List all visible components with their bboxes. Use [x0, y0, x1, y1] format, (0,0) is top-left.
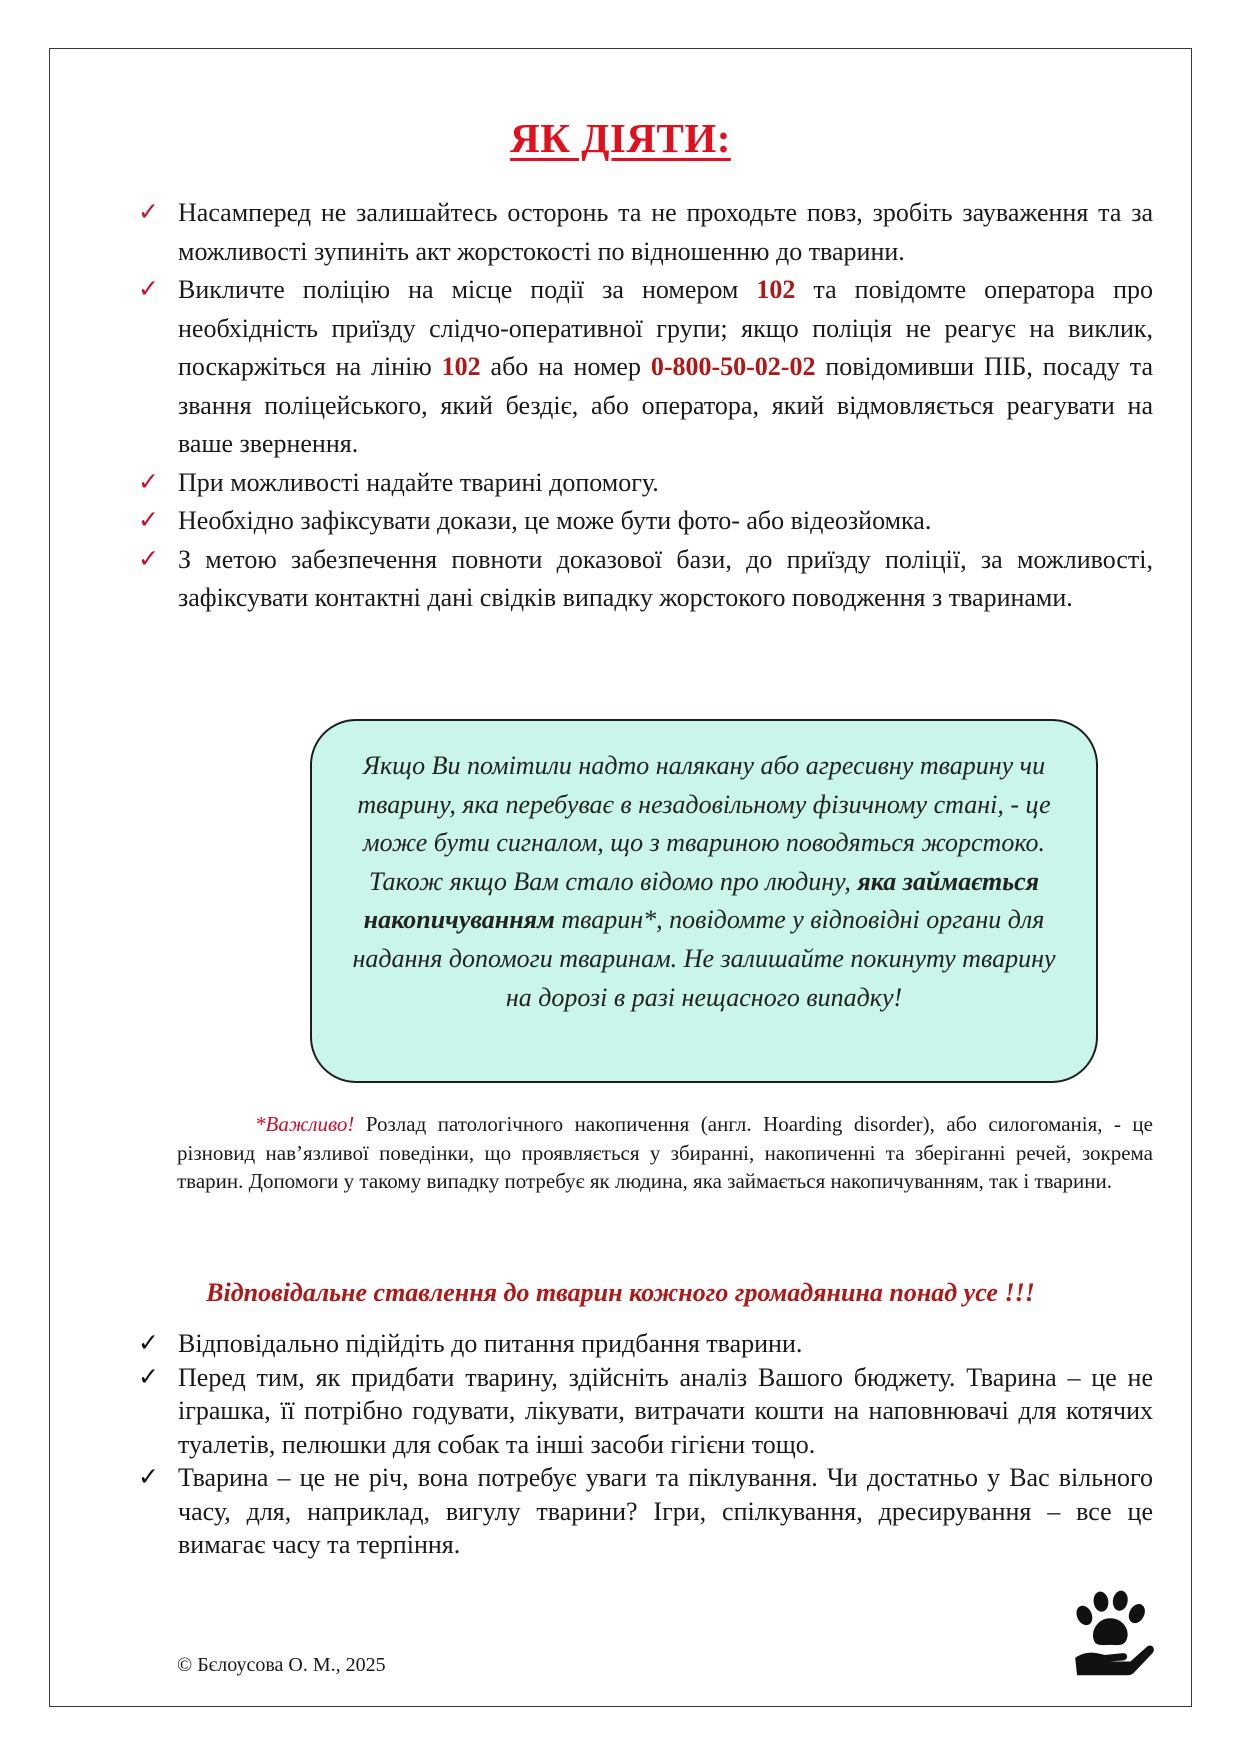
responsibility-item: [138, 1361, 1153, 1462]
copyright: © Бєлоусова О. М., 2025: [177, 1654, 386, 1676]
action-text: Викличте поліцію на місце події за номером: [178, 275, 757, 304]
action-list: [138, 194, 1153, 618]
action-text: При можливості надайте тварині допомогу.: [178, 467, 659, 497]
action-item: [138, 194, 1153, 271]
info-text-1: Якщо Ви помітили надто налякану або агресивну тварину чи тварину, яка перебуває в незадовільному фізичному стані, - це може бути сигналом, що з твариною поводяться жорстоко. Також якщо Вам стало відомо про людину,: [357, 751, 1051, 896]
check-icon: ✓: [138, 507, 159, 534]
action-text: або на номер: [480, 352, 651, 381]
info-text-2: тварин*, повідомте у відповідні органи для надання допомоги тваринам. Не залишайте покинуту тварину на дорозі в разі нещасного випадку!: [352, 905, 1056, 1012]
action-item: [138, 464, 1153, 503]
check-icon: ✓: [138, 276, 159, 303]
slogan: Відповідальне ставлення до тварин кожного громадянина понад усе !!!: [206, 1278, 1035, 1307]
important-text: Розлад патологічного накопичення (англ. Hoarding disorder), або силогоманія, - це різновид нав’язливої поведінки, що проявляється у збиранні, накопиченні та зберіганні речей, зокрема тварин. Допомоги у такому випадку потребує як людина, яка займається накопичуванням, так і тварини.: [177, 1112, 1153, 1193]
check-icon: ✓: [138, 199, 159, 226]
responsibility-list: [138, 1327, 1153, 1562]
responsibility-text: Перед тим, як придбати тварину, здійсніть аналіз Вашого бюджету. Тварина – це не іграшка, її потрібно годувати, лікувати, витрачати кошти на наповнювачі для котячих туалетів, пелюшки для собак та інші засоби гігієни тощо.: [178, 1362, 1153, 1459]
phone-number: 102: [441, 352, 481, 381]
paw-in-hand-icon: [1066, 1586, 1158, 1678]
page-title: ЯК ДІЯТИ:: [510, 115, 731, 161]
action-text: З метою забезпечення повноти доказової бази, до приїзду поліції, за можливості, зафіксувати контактні дані свідків випадку жорстокого поводження з тваринами.: [178, 544, 1153, 612]
info-box: [310, 719, 1098, 1083]
important-label: *Важливо!: [255, 1112, 355, 1136]
check-icon: ✓: [138, 1330, 159, 1357]
action-text: Необхідно зафіксувати докази, це може бути фото- або відеозйомка.: [178, 506, 932, 535]
action-text: повідомивши ПІБ, посаду та звання поліцейського, який бездіє, або оператора, який відмовляється реагувати на ваше звернення.: [178, 352, 1153, 458]
responsibility-item: [138, 1327, 1153, 1361]
check-icon: ✓: [138, 545, 159, 573]
check-icon: ✓: [138, 1363, 159, 1391]
action-text: та повідомте оператора про необхідність приїзду слідчо-оперативної групи; якщо поліція не реагує на виклик, поскаржіться на лінію: [178, 275, 1153, 381]
action-item: [138, 502, 1153, 541]
check-icon: ✓: [138, 1464, 159, 1491]
responsibility-item: [138, 1461, 1153, 1562]
responsibility-text: Тварина – це не річ, вона потребує уваги та піклування. Чи достатньо у Вас вільного часу, для, наприклад, вигулу тварини? Ігри, спілкування, дресирування – все це вимагає часу та терпіння.: [178, 1463, 1153, 1559]
phone-number: 0-800-50-02-02: [650, 352, 816, 381]
phone-number: 102: [756, 275, 796, 304]
info-text-bold: яка займається накопичуванням: [363, 866, 1040, 935]
action-text: Насамперед не залишайтесь осторонь та не проходьте повз, зробіть зауваження та за можливості зупиніть акт жорстокості по відношенню до тварини.: [178, 198, 1153, 266]
responsibility-text: Відповідально підійдіть до питання придбання тварини.: [178, 1329, 803, 1358]
important-note: [177, 1110, 1153, 1196]
action-item: [138, 271, 1153, 464]
check-icon: ✓: [138, 468, 159, 496]
action-item: [138, 541, 1153, 618]
